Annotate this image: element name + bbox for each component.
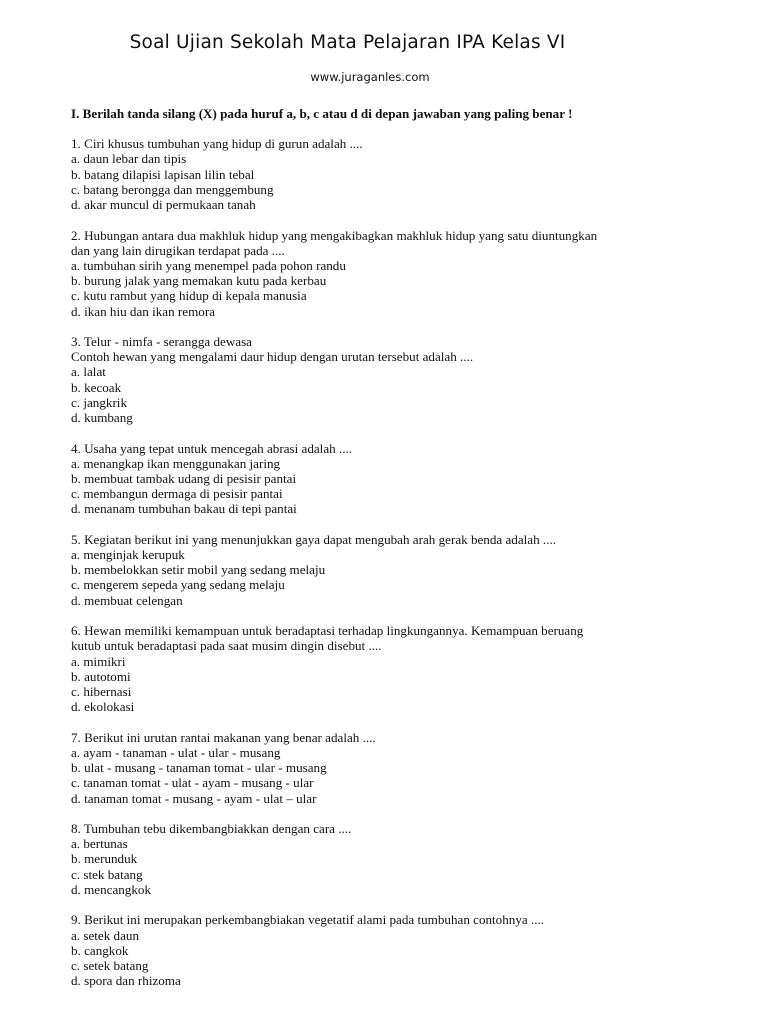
option-b: b. burung jalak yang memakan kutu pada kerbau (71, 273, 327, 289)
question-text: 1. Ciri khusus tumbuhan yang hidup di gurun adalah .... (71, 136, 363, 152)
option-b: b. batang dilapisi lapisan lilin tebal (71, 166, 255, 182)
question-text: 7. Berikut ini urutan rantai makanan yang benar adalah .... (71, 729, 376, 745)
option-a: a. bertunas (71, 836, 128, 852)
option-d: d. kumbang (71, 410, 133, 426)
option-c: c. hibernasi (71, 683, 132, 699)
question-text: 8. Tumbuhan tebu dikembangbiakkan dengan cara .... (71, 821, 352, 836)
question-8 (71, 821, 711, 897)
option-d: d. akar muncul di permukaan tanah (71, 197, 256, 213)
option-a: a. setek daun (71, 927, 139, 943)
option-d: d. mencangkok (71, 881, 151, 897)
exam-content (71, 106, 711, 1004)
question-7 (71, 730, 711, 806)
question-9 (71, 912, 711, 988)
option-c: c. mengerem sepeda yang sedang melaju (71, 577, 285, 593)
option-c: c. setek batang (71, 957, 149, 973)
option-a: a. menangkap ikan menggunakan jaring (71, 455, 281, 471)
question-text: 6. Hewan memiliki kemampuan untuk beradaptasi terhadap lingkungannya. Kemampuan beruang (71, 623, 584, 639)
question-text-continued: dan yang lain dirugikan terdapat pada .... (71, 242, 285, 258)
question-text: 5. Kegiatan berikut ini yang menunjukkan gaya dapat mengubah arah gerak benda adalah .... (71, 531, 557, 547)
option-b: b. cangkok (71, 942, 129, 958)
website-url: www.juraganles.com (310, 70, 430, 84)
option-a: a. lalat (71, 364, 106, 380)
option-d: d. tanaman tomat - musang - ayam - ulat – ular (71, 790, 317, 806)
option-b: b. membuat tambak udang di pesisir pantai (71, 470, 297, 486)
option-b: b. kecoak (71, 379, 122, 395)
question-text-continued: Contoh hewan yang mengalami daur hidup dengan urutan tersebut adalah .... (71, 349, 474, 365)
option-d: d. spora dan rhizoma (71, 973, 181, 989)
question-text: 3. Telur - nimfa - serangga dewasa (71, 334, 252, 350)
question-2 (71, 228, 711, 319)
question-4 (71, 441, 711, 517)
question-1 (71, 136, 711, 212)
option-b: b. autotomi (71, 668, 131, 684)
option-d: d. menanam tumbuhan bakau di tepi pantai (71, 501, 297, 517)
option-c: c. stek batang (71, 866, 143, 882)
question-5 (71, 532, 711, 608)
option-c: c. membangun dermaga di pesisir pantai (71, 486, 283, 502)
page-title: Soal Ujian Sekolah Mata Pelajaran IPA Kelas VI (129, 32, 566, 53)
option-a: a. tumbuhan sirih yang menempel pada pohon randu (71, 257, 346, 273)
question-3 (71, 334, 711, 425)
option-b: b. ulat - musang - tanaman tomat - ular - musang (71, 760, 327, 776)
option-c: c. jangkrik (71, 394, 127, 410)
option-d: d. ikan hiu dan ikan remora (71, 303, 215, 319)
question-text: 2. Hubungan antara dua makhluk hidup yang mengakibagkan makhluk hidup yang satu diuntungkan (71, 227, 598, 243)
option-b: b. merunduk (71, 851, 138, 867)
option-d: d. ekolokasi (71, 699, 135, 715)
question-text: 9. Berikut ini merupakan perkembangbiakan vegetatif alami pada tumbuhan contohnya .... (71, 912, 545, 928)
question-6 (71, 623, 711, 714)
option-a: a. mimikri (71, 653, 126, 669)
question-text-continued: kutub untuk beradaptasi pada saat musim dingin disebut .... (71, 638, 382, 654)
instruction: I. Berilah tanda silang (X) pada huruf a, b, c atau d di depan jawaban yang paling benar ! (71, 106, 573, 121)
option-a: a. daun lebar dan tipis (71, 151, 187, 167)
option-c: c. batang berongga dan menggembung (71, 181, 274, 197)
option-a: a. menginjak kerupuk (71, 547, 185, 563)
option-d: d. membuat celengan (71, 592, 183, 608)
question-text: 4. Usaha yang tepat untuk mencegah abrasi adalah .... (71, 440, 353, 456)
option-c: c. kutu rambut yang hidup di kepala manusia (71, 288, 307, 304)
option-b: b. membelokkan setir mobil yang sedang melaju (71, 562, 326, 578)
option-c: c. tanaman tomat - ulat - ayam - musang - ular (71, 775, 314, 791)
option-a: a. ayam - tanaman - ulat - ular - musang (71, 744, 281, 760)
